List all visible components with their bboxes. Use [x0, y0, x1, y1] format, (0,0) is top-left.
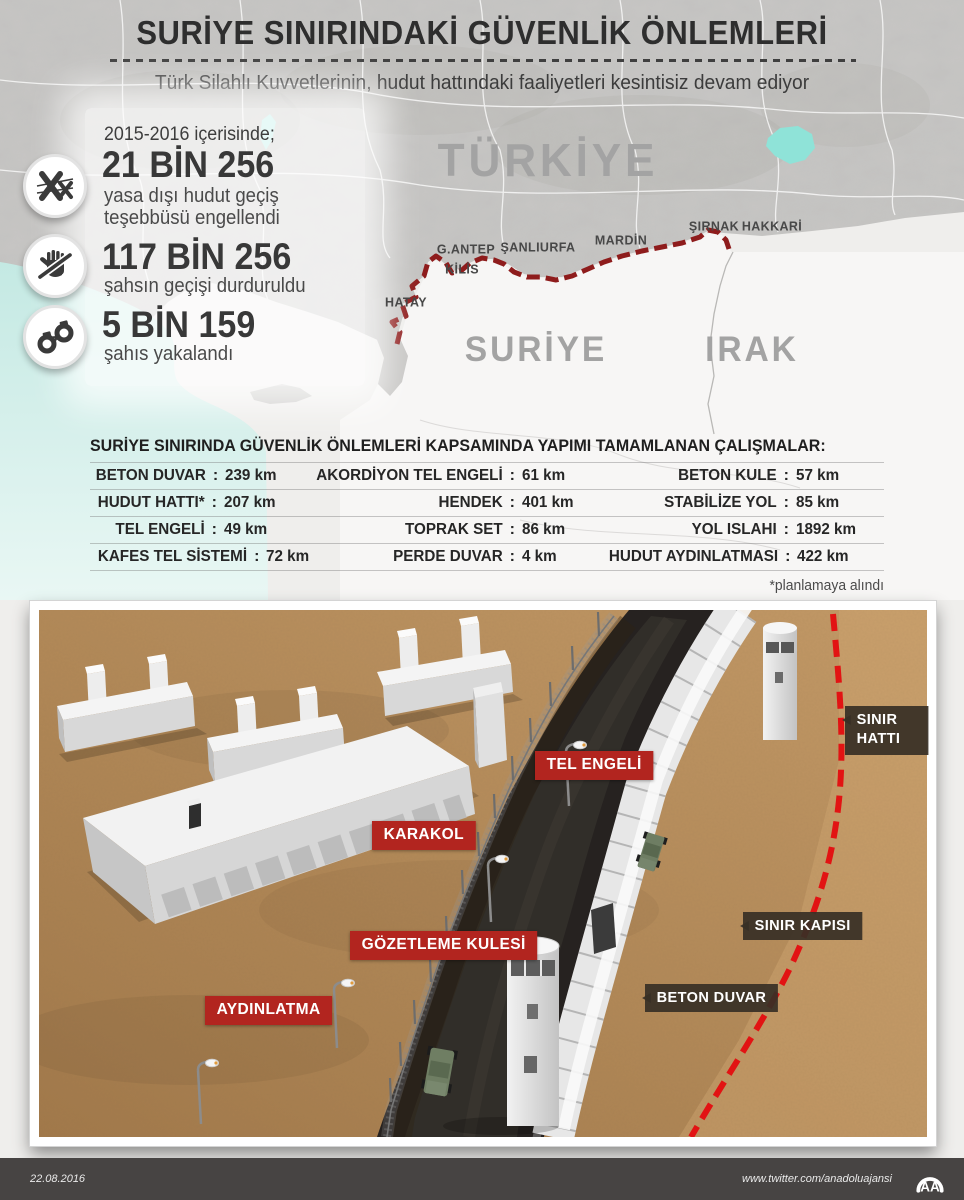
footer-twitter-handle: www.twitter.com/anadoluajansi — [742, 1173, 892, 1185]
svg-text:AA: AA — [920, 1179, 940, 1195]
scene-label-sinir-hatti: SINIR HATTI — [845, 706, 928, 755]
footer-date: 22.08.2016 — [30, 1173, 86, 1185]
map-city-gantep: G.ANTEP — [436, 241, 496, 257]
stat-desc-attempts: yasa dışı hudut geçiş teşebbüsü engellendi — [104, 185, 280, 229]
stat-desc-caught: şahıs yakalandı — [104, 343, 234, 365]
work-cell-hudut-hatti: HUDUT HATTI* : 207 km — [97, 494, 276, 511]
work-cell-hudut-aydinlatmasi: HUDUT AYDINLATMASI : 422 km — [608, 548, 849, 565]
wall-gate-door — [591, 903, 616, 954]
scene-label-gozetleme-kulesi: GÖZETLEME KULESİ — [350, 931, 537, 960]
scene-label-tel-engeli: TEL ENGELİ — [535, 751, 653, 780]
scene-label-aydinlatma: AYDINLATMA — [205, 996, 332, 1025]
stat-value-stopped: 117 BİN 256 — [102, 236, 292, 277]
stat-desc-stopped: şahsın geçişi durduruldu — [104, 275, 306, 297]
works-grid — [90, 462, 884, 571]
map-city-kilis: KİLİS — [445, 261, 479, 277]
work-cell-perde-duvar: PERDE DUVAR : 4 km — [393, 548, 557, 565]
work-cell-kafes-tel: KAFES TEL SİSTEMİ : 72 km — [97, 548, 310, 565]
map-city-hatay: HATAY — [385, 294, 427, 310]
work-cell-tel-engeli: TEL ENGELİ : 49 km — [115, 521, 268, 538]
map-city-hakkari: HAKKARİ — [741, 218, 803, 234]
table-row — [90, 517, 884, 544]
stop-hand-icon — [23, 234, 87, 298]
handcuffs-icon — [23, 305, 87, 369]
works-footnote: *planlamaya alındı — [769, 578, 884, 594]
work-cell-beton-duvar: BETON DUVAR : 239 km — [95, 467, 277, 484]
stats-period-label: 2015-2016 içerisinde; — [104, 124, 275, 145]
work-cell-hendek: HENDEK : 401 km — [438, 494, 574, 511]
scene-label-sinir-kapisi: SINIR KAPISI — [743, 912, 862, 940]
anadolu-agency-logo-icon — [912, 1161, 948, 1200]
map-city-sirnak: ŞIRNAK — [688, 218, 740, 234]
page-subtitle: Türk Silahlı Kuvvetlerinin, hudut hattındaki faaliyetleri kesintisiz devam ediyor — [154, 72, 810, 94]
stat-value-caught: 5 BİN 159 — [102, 304, 256, 345]
map-label-suriye: SURİYE — [464, 330, 608, 369]
footer-bar — [0, 1158, 964, 1200]
page-title: SURİYE SINIRINDAKİ GÜVENLİK ÖNLEMLERİ — [136, 14, 828, 51]
completed-works-table — [90, 437, 884, 594]
table-row — [90, 544, 884, 571]
scene-label-karakol: KARAKOL — [372, 821, 476, 850]
works-heading: SURİYE SINIRINDA GÜVENLİK ÖNLEMLERİ KAPSAMINDA YAPIMI TAMAMLANAN ÇALIŞMALAR: — [90, 437, 826, 455]
map-label-turkiye: TÜRKİYE — [437, 134, 659, 186]
work-cell-toprak-set: TOPRAK SET : 86 km — [404, 521, 566, 538]
work-cell-akordiyon: AKORDİYON TEL ENGELİ : 61 km — [316, 467, 566, 484]
border-3d-render — [39, 610, 927, 1137]
map-city-mardin: MARDİN — [594, 232, 648, 248]
scene-label-beton-duvar: BETON DUVAR — [645, 984, 778, 1012]
table-row — [90, 490, 884, 517]
table-row — [90, 463, 884, 490]
title-dashed-divider — [110, 59, 856, 62]
stat-value-attempts: 21 BİN 256 — [102, 144, 275, 185]
work-cell-stabilize-yol: STABİLİZE YOL : 85 km — [664, 494, 840, 511]
work-cell-yol-islahi: YOL ISLAHI : 1892 km — [691, 521, 857, 538]
work-cell-beton-kule: BETON KULE : 57 km — [678, 467, 840, 484]
border-watchtower-small — [763, 622, 797, 740]
map-label-irak: IRAK — [705, 330, 799, 369]
border-3d-scene — [30, 601, 936, 1146]
map-city-sanliurfa: ŞANLIURFA — [500, 239, 576, 255]
barbed-wire-icon — [23, 154, 87, 218]
